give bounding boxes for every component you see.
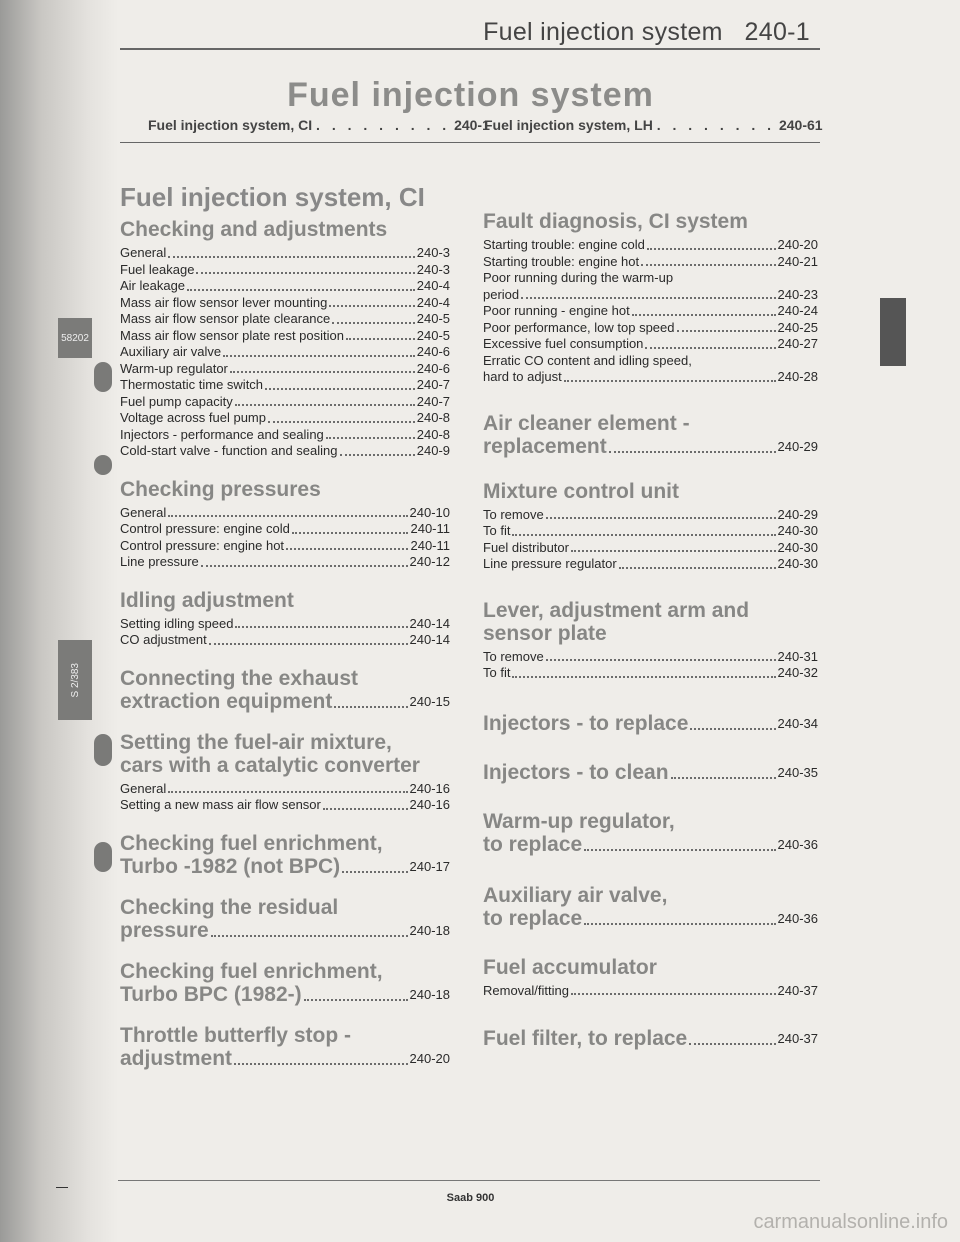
subnav-rule <box>120 142 820 143</box>
toc-entry[interactable]: Thermostatic time switch 240-7 <box>120 377 450 392</box>
toc-entry[interactable]: Mass air flow sensor plate rest position 240-5 <box>120 327 450 343</box>
toc-entry[interactable]: Fuel leakage 240-3 <box>120 261 450 277</box>
section-marker-block <box>880 298 906 366</box>
toc-entry[interactable]: To fit 240-32 <box>483 665 818 680</box>
toc-entry[interactable]: CO adjustment 240-14 <box>120 632 450 647</box>
toc-entry[interactable]: Injectors - performance and sealing 240-8 <box>120 426 450 442</box>
watermark: carmanualsonline.info <box>753 1211 948 1233</box>
toc-entry[interactable]: Auxiliary air valve 240-6 <box>120 344 450 359</box>
header-rule <box>120 48 820 50</box>
toc-entry[interactable]: Setting idling speed 240-14 <box>120 615 450 631</box>
running-title: Fuel injection system <box>483 18 723 46</box>
toc-entry[interactable]: Starting trouble: engine hot 240-21 <box>483 253 818 269</box>
toc-entry[interactable]: Line pressure regulator 240-30 <box>483 556 818 571</box>
section-injectors-clean[interactable]: Injectors - to clean 240-35 <box>483 760 818 784</box>
toc-entry-wrapped[interactable]: Poor running during the warm-up period 240-23 <box>483 270 818 302</box>
running-header <box>483 18 810 47</box>
entries-fuel-air-mixture <box>120 781 450 814</box>
punch-hole-mark <box>94 362 112 392</box>
toc-entry[interactable]: To fit 240-30 <box>483 523 818 538</box>
toc-entry[interactable]: General 240-10 <box>120 504 450 520</box>
section-residual-pressure[interactable]: Checking the residual pressure 240-18 <box>120 895 450 942</box>
section-throttle-stop[interactable]: Throttle butterfly stop - adjustment 240-20 <box>120 1023 450 1070</box>
section-enrichment-old[interactable]: Checking fuel enrichment, Turbo -1982 (not BPC) 240-17 <box>120 831 450 878</box>
right-toc-column <box>483 210 818 1050</box>
toc-entry[interactable]: Fuel distributor 240-30 <box>483 539 818 555</box>
section-mixture-control: Mixture control unit <box>483 479 679 503</box>
section-aux-air-valve[interactable]: Auxiliary air valve, to replace 240-36 <box>483 883 818 930</box>
section-injectors-replace[interactable]: Injectors - to replace 240-34 <box>483 711 818 735</box>
section-checking-pressures: Checking pressures <box>120 477 321 501</box>
entries-checking-adjustments <box>120 245 450 460</box>
toc-entry[interactable]: Removal/fitting 240-37 <box>483 982 818 998</box>
toc-entry[interactable]: Fuel pump capacity 240-7 <box>120 393 450 409</box>
section-checking-adjustments: Checking and adjustments <box>120 218 388 241</box>
page-number: 240-1 <box>744 18 810 46</box>
toc-entry[interactable]: General 240-16 <box>120 780 450 796</box>
toc-entry[interactable]: Voltage across fuel pump 240-8 <box>120 410 450 425</box>
section-fuel-filter[interactable]: Fuel filter, to replace 240-37 <box>483 1027 818 1050</box>
toc-entry[interactable]: General 240-3 <box>120 245 450 260</box>
toc-entry[interactable]: Line pressure 240-12 <box>120 554 450 569</box>
toc-entry[interactable]: Warm-up regulator 240-6 <box>120 360 450 376</box>
toc-entry[interactable]: Control pressure: engine hot 240-11 <box>120 537 450 553</box>
toc-entry[interactable]: Starting trouble: engine cold 240-20 <box>483 237 818 252</box>
toc-entry[interactable]: To remove 240-29 <box>483 506 818 522</box>
chapter-title: Fuel injection system <box>287 76 654 114</box>
margin-tab-ref-2: S 2/383 <box>58 640 92 720</box>
toc-entry[interactable]: To remove 240-31 <box>483 648 818 664</box>
toc-entry[interactable]: Control pressure: engine cold 240-11 <box>120 521 450 536</box>
edge-tick-mark <box>56 1187 68 1188</box>
toc-entry-wrapped[interactable]: Erratic CO content and idling speed, hard to adjust 240-28 <box>483 352 818 384</box>
entries-idling-adjustment <box>120 616 450 649</box>
section-fuel-accumulator: Fuel accumulator <box>483 955 657 979</box>
section-exhaust-extraction[interactable]: Connecting the exhaust extraction equipment 240-15 <box>120 666 450 713</box>
section-fuel-air-mixture: Setting the fuel-air mixture, cars with a catalytic converter <box>120 730 420 777</box>
toc-entry[interactable]: Cold-start valve - function and sealing 240-9 <box>120 443 450 458</box>
section-warm-up-regulator[interactable]: Warm-up regulator, to replace 240-36 <box>483 809 818 856</box>
punch-hole-mark <box>94 734 112 766</box>
section-fault-diagnosis: Fault diagnosis, CI system <box>483 210 748 233</box>
footer-rule <box>118 1180 820 1181</box>
entries-lever-sensor-plate <box>483 649 818 682</box>
entries-mixture-control <box>483 507 818 573</box>
entries-checking-pressures <box>120 505 450 571</box>
toc-entry[interactable]: Mass air flow sensor lever mounting 240-4 <box>120 294 450 310</box>
entries-fault-diagnosis <box>483 237 818 386</box>
toc-entry[interactable]: Poor performance, low top speed 240-25 <box>483 319 818 335</box>
toc-entry[interactable]: Setting a new mass air flow sensor 240-16 <box>120 797 450 812</box>
toc-entry[interactable]: Excessive fuel consumption 240-27 <box>483 336 818 351</box>
section-lever-sensor-plate: Lever, adjustment arm and sensor plate <box>483 598 750 645</box>
page-binding-shadow <box>0 0 118 1242</box>
punch-hole-mark <box>94 842 112 872</box>
left-toc-column <box>120 182 450 1070</box>
section-idling-adjustment: Idling adjustment <box>120 588 294 612</box>
toc-entry[interactable]: Poor running - engine hot 240-24 <box>483 303 818 318</box>
toc-entry[interactable]: Mass air flow sensor plate clearance 240-5 <box>120 311 450 326</box>
footer-model: Saab 900 <box>446 1192 495 1204</box>
punch-hole-mark <box>94 455 112 475</box>
subnav-lh[interactable]: Fuel injection system, LH . . . . . . . . 240-61 <box>484 117 823 133</box>
toc-entry[interactable]: Air leakage 240-4 <box>120 278 450 293</box>
section-enrichment-bpc[interactable]: Checking fuel enrichment, Turbo BPC (1982-) 240-18 <box>120 959 450 1006</box>
ci-heading: Fuel injection system, CI <box>120 182 425 212</box>
margin-tab-ref: 58202 <box>58 318 92 358</box>
section-air-cleaner[interactable]: Air cleaner element - replacement 240-29 <box>483 411 818 458</box>
subnav-ci[interactable]: Fuel injection system, CI . . . . . . . . . 240-1 <box>148 117 490 133</box>
